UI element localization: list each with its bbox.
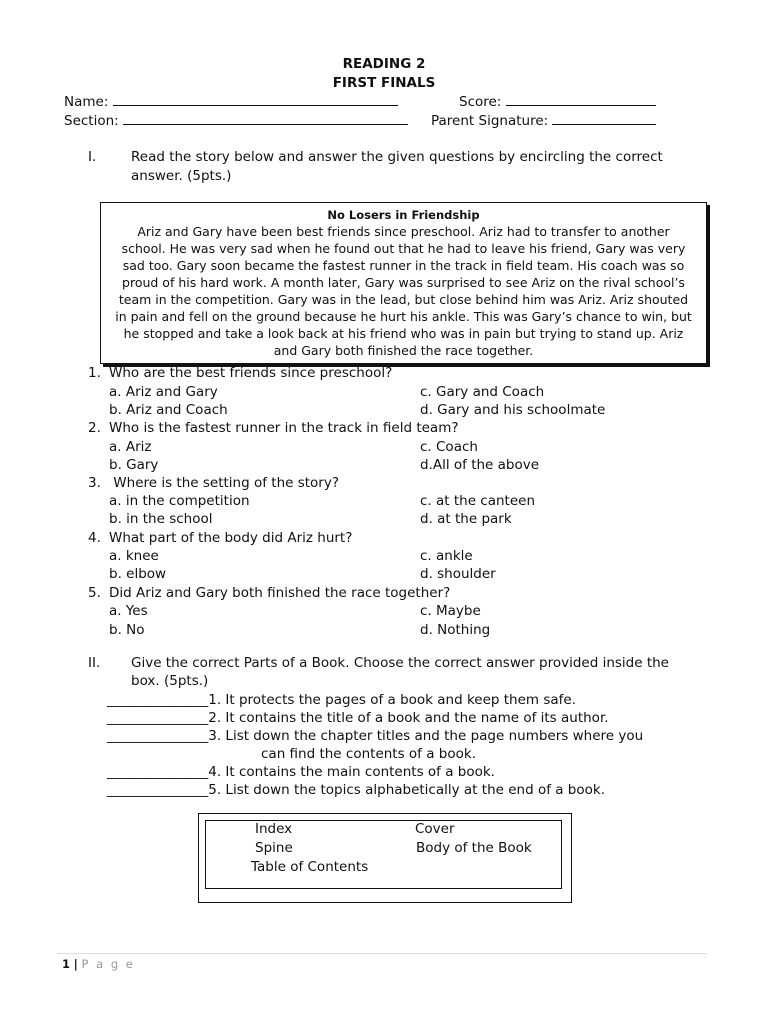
part2-item-text: 2. It contains the title of a book and the name of its author. (208, 710, 609, 726)
part2-item-1 (107, 692, 576, 708)
part2-item-text: 3. List down the chapter titles and the page numbers where you (208, 728, 644, 744)
parent-signature-row (431, 112, 656, 129)
part2-item-text: 1. It protects the pages of a book and keep them safe. (208, 692, 577, 708)
question-3-option-a[interactable]: a. in the competition (109, 493, 250, 509)
score-row (459, 93, 656, 110)
story-line: proud of his hard work. A month later, Gary was surprised to see Ariz on the rival school’s (122, 275, 685, 290)
question-4-option-a[interactable]: a. knee (109, 548, 159, 564)
question-4-option-d[interactable]: d. shoulder (420, 566, 496, 582)
question-4-option-b[interactable]: b. elbow (109, 566, 167, 582)
part2-item-3 (107, 728, 643, 744)
question-2-number: 2. (88, 420, 101, 436)
choice-spine: Spine (255, 840, 293, 856)
answer-blank[interactable]: _______________ (107, 692, 209, 708)
name-field[interactable] (113, 93, 398, 106)
name-label: Name: (64, 94, 109, 110)
page-number: 1 (62, 957, 71, 971)
section-row (64, 112, 408, 129)
question-2-option-b[interactable]: b. Gary (109, 457, 159, 473)
question-5-option-c[interactable]: c. Maybe (420, 603, 481, 619)
question-1-option-a[interactable]: a. Ariz and Gary (109, 384, 218, 400)
choice-cover: Cover (415, 821, 455, 837)
question-1-option-b[interactable]: b. Ariz and Coach (109, 402, 228, 418)
story-title: No Losers in Friendship (327, 208, 480, 222)
question-1-text: Who are the best friends since preschool? (109, 365, 393, 381)
part2-item-4 (107, 764, 495, 780)
question-5-option-d[interactable]: d. Nothing (420, 622, 491, 638)
question-1-option-c[interactable]: c. Gary and Coach (420, 384, 545, 400)
part1-instruction-line1: Read the story below and answer the given questions by encircling the correct (131, 149, 663, 165)
question-2-option-c[interactable]: c. Coach (420, 439, 478, 455)
section-field[interactable] (123, 112, 408, 125)
story-line: sad too. Gary soon became the fastest runner in the track in field team. His coach was so (122, 258, 685, 273)
part2-instruction-line2: box. (5pts.) (131, 673, 209, 689)
question-4-number: 4. (88, 530, 101, 546)
question-5-text: Did Ariz and Gary both finished the race together? (109, 585, 451, 601)
part2-item-text: 4. It contains the main contents of a book. (208, 764, 495, 780)
choice-index: Index (255, 821, 293, 837)
question-2-option-d[interactable]: d.All of the above (420, 457, 540, 473)
question-5-option-b[interactable]: b. No (109, 622, 145, 638)
story-line: Ariz and Gary have been best friends since preschool. Ariz had to transfer to another (137, 224, 670, 239)
story-box (100, 202, 707, 364)
answer-blank[interactable]: _______________ (107, 782, 209, 798)
section-label: Section: (64, 113, 119, 129)
exam-title: READING 2 (342, 56, 426, 72)
page-separator: | (73, 957, 78, 971)
part2-numeral: II. (88, 655, 101, 671)
question-3-option-b[interactable]: b. in the school (109, 511, 213, 527)
question-3-number: 3. (88, 475, 101, 491)
story-text (101, 223, 706, 359)
score-label: Score: (459, 94, 502, 110)
story-line: in pain and fell on the ground because he hurt his ankle. This was Gary’s chance to win, but (115, 309, 692, 324)
choice-table-of-contents: Table of Contents (251, 859, 369, 875)
parent-signature-field[interactable] (552, 112, 656, 125)
question-5-option-a[interactable]: a. Yes (109, 603, 148, 619)
question-3-option-c[interactable]: c. at the canteen (420, 493, 536, 509)
footer-divider (57, 953, 707, 954)
name-row (64, 93, 398, 110)
part2-item-3-continued: can find the contents of a book. (261, 746, 476, 762)
question-2-text: Who is the fastest runner in the track in field team? (109, 420, 459, 436)
question-2-option-a[interactable]: a. Ariz (109, 439, 152, 455)
part2-instruction-line1: Give the correct Parts of a Book. Choose the correct answer provided inside the (131, 655, 669, 671)
question-5-number: 5. (88, 585, 101, 601)
answer-blank[interactable]: _______________ (107, 764, 209, 780)
part2-item-text: 5. List down the topics alphabetically at the end of a book. (208, 782, 606, 798)
page-word: P a g e (81, 957, 135, 971)
score-field[interactable] (506, 93, 656, 106)
part1-numeral: I. (88, 149, 97, 165)
exam-subtitle: FIRST FINALS (332, 75, 436, 91)
part1-instruction-line2: answer. (5pts.) (131, 168, 232, 184)
question-4-option-c[interactable]: c. ankle (420, 548, 473, 564)
parent-signature-label: Parent Signature: (431, 113, 549, 129)
question-1-number: 1. (88, 365, 101, 381)
answer-blank[interactable]: _______________ (107, 710, 209, 726)
part2-item-5 (107, 782, 605, 798)
question-3-text: Where is the setting of the story? (109, 475, 340, 491)
question-1-option-d[interactable]: d. Gary and his schoolmate (420, 402, 606, 418)
story-line: and Gary both finished the race together. (273, 343, 534, 358)
question-3-option-d[interactable]: d. at the park (420, 511, 512, 527)
question-4-text: What part of the body did Ariz hurt? (109, 530, 353, 546)
choice-body-of-the-book: Body of the Book (416, 840, 532, 856)
story-line: he stopped and take a look back at his friend who was in pain but trying to stand up. Ariz (123, 326, 684, 341)
answer-blank[interactable]: _______________ (107, 728, 209, 744)
story-line: team in the competition. Gary was in the lead, but close behind him was Ariz. Ariz shouted (118, 292, 689, 307)
part2-item-2 (107, 710, 609, 726)
page-footer (62, 957, 135, 971)
story-line: school. He was very sad when he found out that he had to leave his friend, Gary was very (121, 241, 686, 256)
